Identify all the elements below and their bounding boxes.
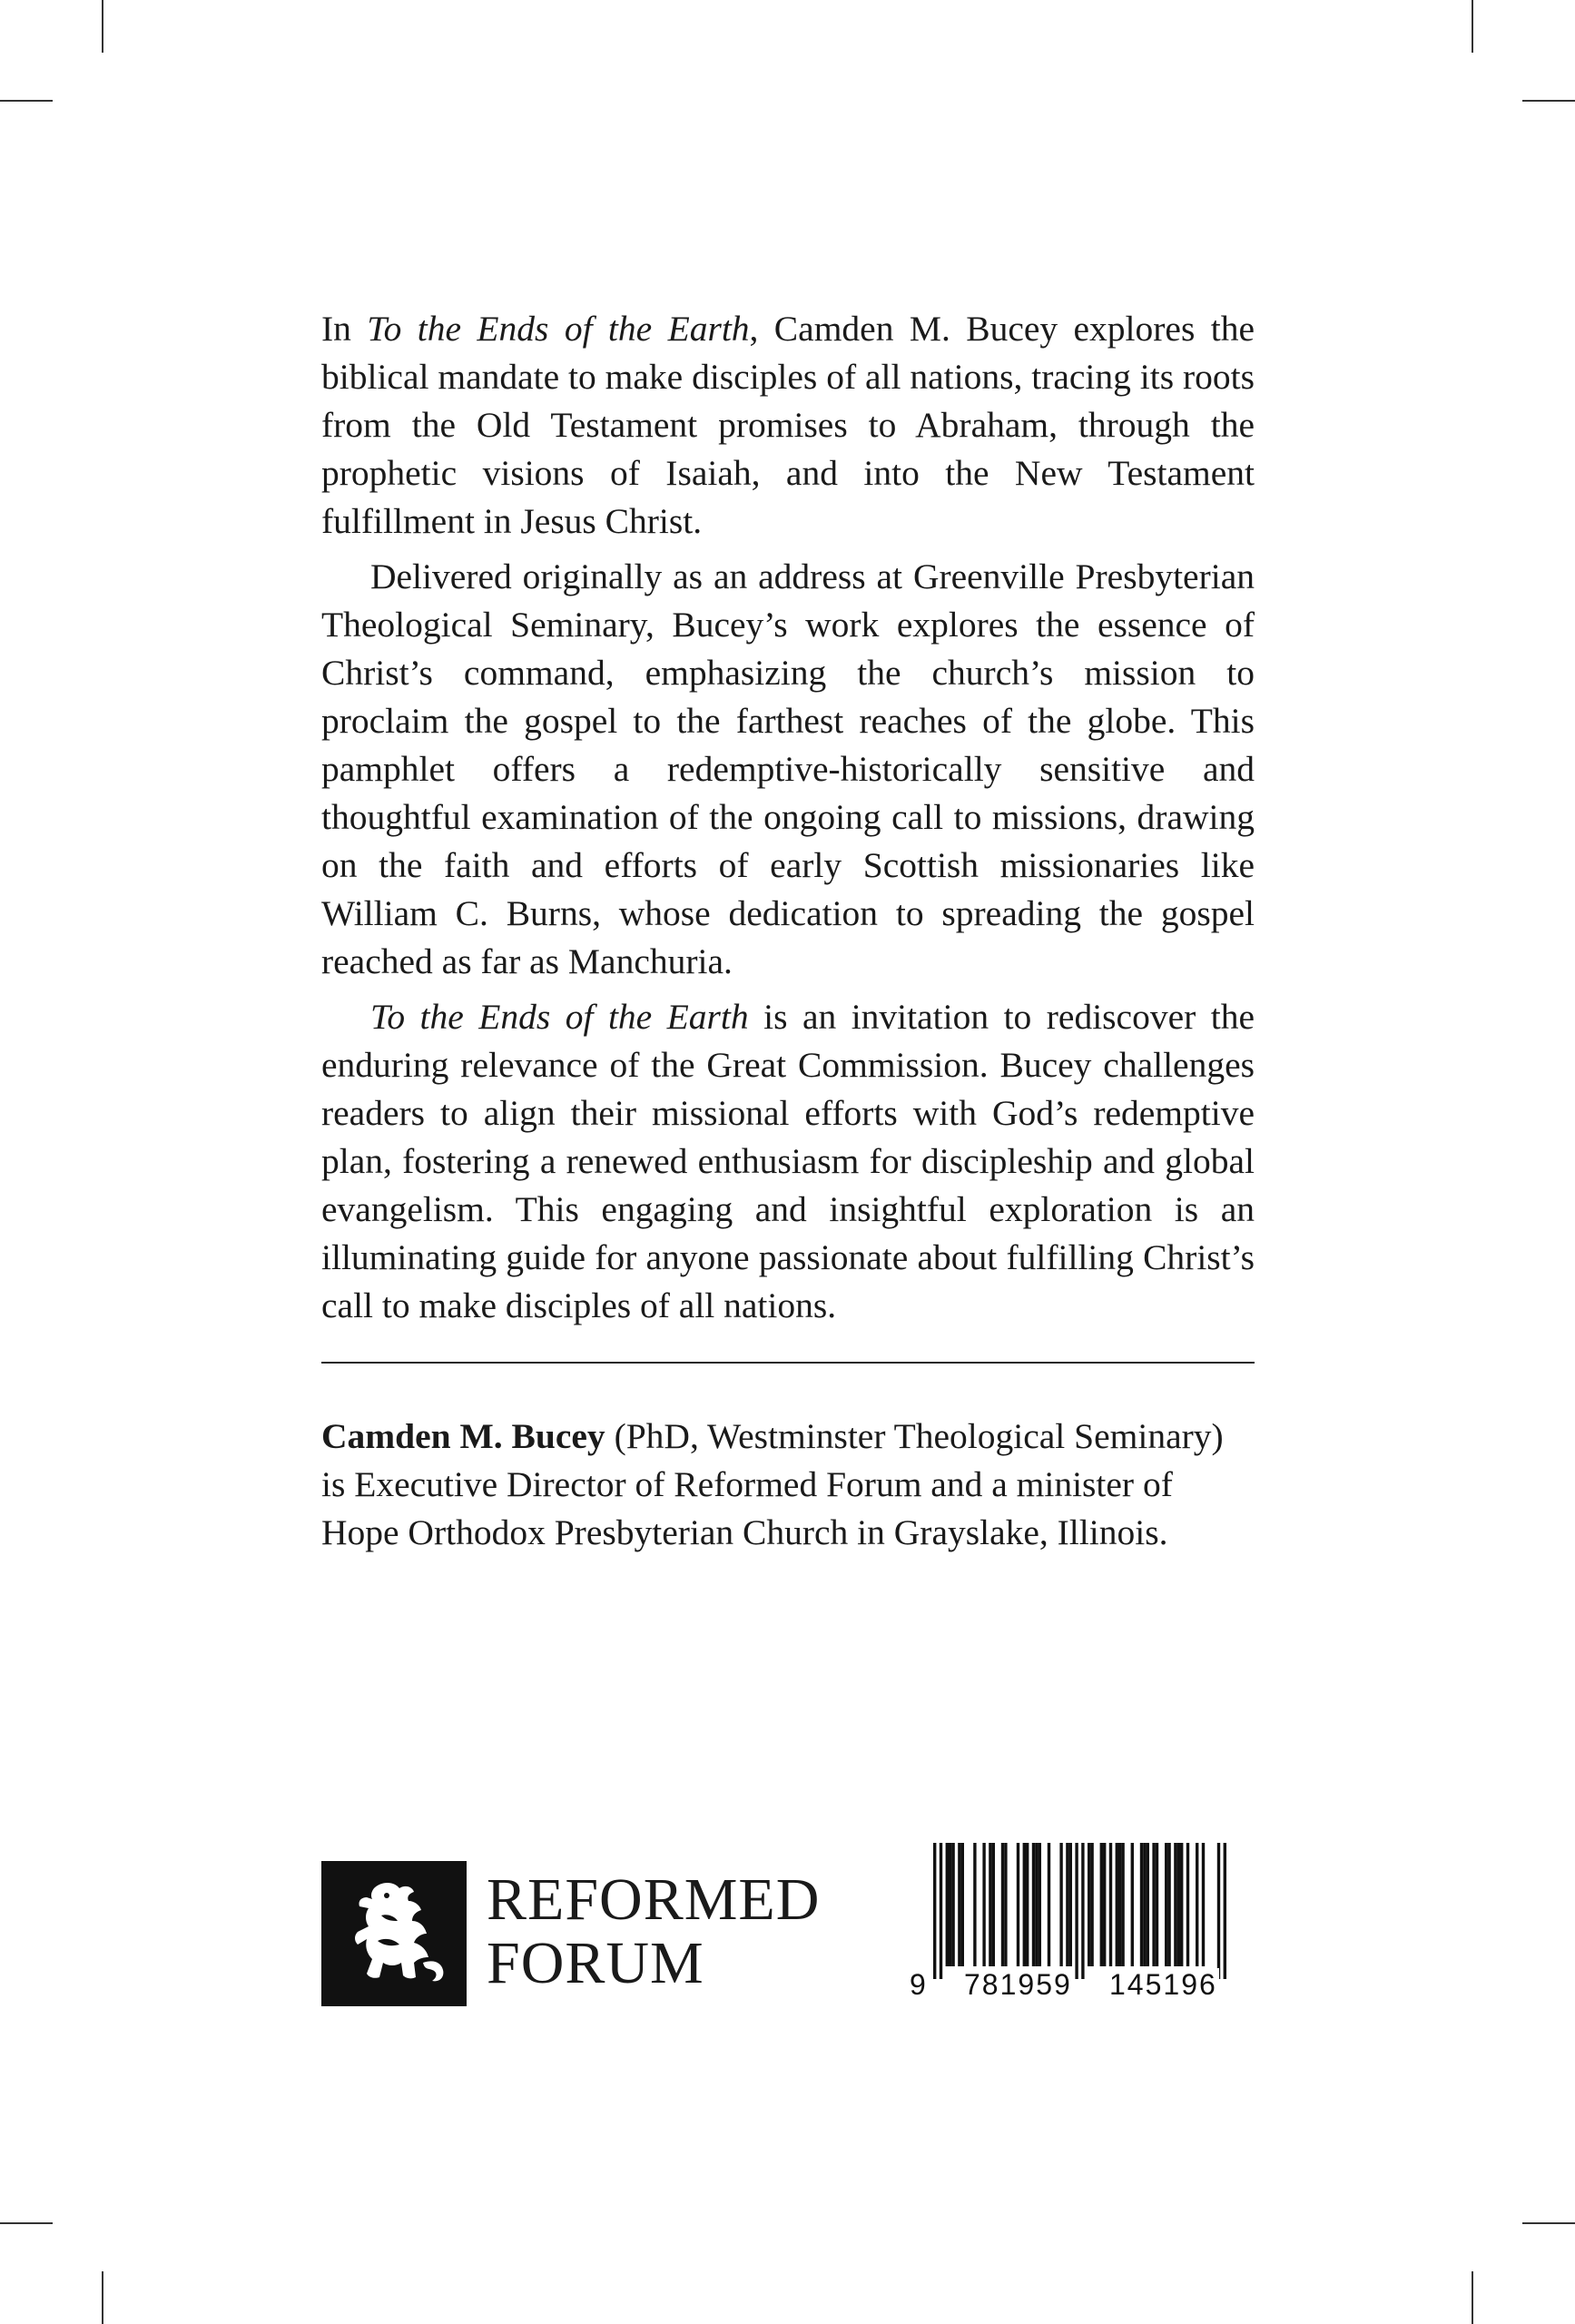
paragraph-1-text: , Camden M. Bucey explores the biblical mandate to make disciples of all nations, tracing its roots from the Old Testament promises to Abraham, through the prophetic visions of Isaiah, and into the New Testament fulfillment in Jesus Christ. xyxy=(321,309,1255,541)
book-title-italic: To the Ends of the Earth xyxy=(367,309,750,349)
publisher-name-line-1: REFORMED xyxy=(487,1866,821,1933)
barcode-bar xyxy=(951,1843,954,1966)
barcode-bar xyxy=(1140,1843,1143,1966)
barcode-bar xyxy=(1196,1843,1198,1966)
barcode-bar xyxy=(1004,1843,1007,1966)
publisher-logo xyxy=(321,1861,821,2006)
barcode-bar xyxy=(1131,1843,1134,1966)
author-bio-text: (PhD, Westminster Theological Seminary) is Executive Director of Reformed Forum and a minister of Hope Orthodox Presbyterian Church in Grayslake, Illinois. xyxy=(321,1416,1224,1552)
crop-mark-top-left-vertical xyxy=(102,0,103,53)
description-paragraph-1 xyxy=(321,305,1255,546)
crop-mark-bottom-left-vertical xyxy=(102,2271,103,2324)
barcode-bar xyxy=(1081,1843,1084,1979)
barcode-bar xyxy=(1109,1843,1112,1966)
author-bio xyxy=(321,1413,1255,1557)
barcode-bar xyxy=(1156,1843,1158,1966)
barcode-bar xyxy=(1165,1843,1167,1966)
crop-mark-bottom-right-vertical xyxy=(1472,2271,1473,2324)
barcode-bar xyxy=(1180,1843,1183,1966)
barcode-bar xyxy=(958,1843,960,1966)
barcode-bar xyxy=(1066,1843,1068,1966)
barcode-bar xyxy=(1167,1843,1170,1966)
barcode-bar xyxy=(1118,1843,1121,1966)
barcode-bar xyxy=(933,1843,936,1979)
lion-rampant-icon xyxy=(321,1861,467,2006)
barcode-bar xyxy=(1059,1843,1062,1966)
barcode-bar xyxy=(1001,1843,1004,1966)
barcode-bar xyxy=(946,1843,949,1966)
crop-mark-bottom-left-horizontal xyxy=(0,2222,53,2224)
barcode-bar xyxy=(1147,1843,1149,1966)
barcode-bar xyxy=(982,1843,985,1966)
barcode-bar xyxy=(1202,1843,1205,1966)
crop-mark-top-right-vertical xyxy=(1472,0,1473,53)
section-divider xyxy=(321,1362,1255,1364)
barcode-bar xyxy=(1100,1843,1103,1966)
barcode-bar xyxy=(1152,1843,1155,1966)
barcode-bar xyxy=(1143,1843,1146,1966)
barcode-bar xyxy=(1186,1843,1189,1966)
barcode-bar xyxy=(1023,1843,1026,1966)
publisher-name-line-2: FORUM xyxy=(487,1930,704,1996)
crop-mark-top-left-horizontal xyxy=(0,100,53,102)
paragraph-3-text: is an invitation to rediscover the enduring relevance of the Great Commission. Bucey challenges readers to align their missional efforts with God’s redemptive plan, fostering a renewed enthusiasm for discipleship and global evangelism. This engaging and insightful exploration is an illuminating guide for anyone passionate about fulfilling Christ’s call to make disciples of all nations. xyxy=(321,997,1255,1325)
barcode-digits-right: 145196 xyxy=(1109,1968,1217,2001)
barcode-bar xyxy=(1103,1843,1106,1966)
barcode-bar xyxy=(989,1843,991,1966)
barcode-bar xyxy=(940,1843,942,1979)
barcode-bar xyxy=(1039,1843,1041,1966)
barcode-bar xyxy=(1090,1843,1093,1966)
barcode-bar xyxy=(1174,1843,1176,1966)
book-title-italic: To the Ends of the Earth xyxy=(370,997,749,1037)
barcode-bar xyxy=(1048,1843,1050,1966)
publisher-wordmark xyxy=(487,1868,820,1995)
barcode-bar xyxy=(992,1843,995,1966)
barcode-bar xyxy=(973,1843,976,1966)
barcode-bars xyxy=(908,1843,1257,1979)
barcode-bar xyxy=(1032,1843,1035,1966)
author-name: Camden M. Bucey xyxy=(321,1416,605,1456)
description-paragraph-2: Delivered originally as an address at Greenville Presbyterian Theological Seminary, Bucey’s work explores the essence of Christ’s command, emphasizing the church’s mission to proclaim the gospel to the farthest reaches of the globe. This pamphlet offers a redemptive-historically sensitive and thoughtful examination of the ongoing call to missions, drawing on the faith and efforts of early Scottish missionaries like William C. Burns, whose dedication to spreading the gospel reached as far as Manchuria. xyxy=(321,556,1255,981)
barcode-bar xyxy=(1088,1843,1090,1966)
paragraph-1-lead: In xyxy=(321,309,368,349)
barcode-bar xyxy=(1116,1843,1118,1966)
barcode-bar xyxy=(949,1843,951,1966)
crop-mark-top-right-horizontal xyxy=(1522,100,1575,102)
crop-mark-bottom-right-horizontal xyxy=(1522,2222,1575,2224)
barcode-bar xyxy=(1035,1843,1038,1966)
barcode-bar xyxy=(1026,1843,1029,1966)
description-paragraph-3 xyxy=(321,993,1255,1330)
barcode-bar xyxy=(961,1843,964,1966)
barcode-bar xyxy=(1075,1843,1078,1979)
barcode-bar xyxy=(1017,1843,1019,1966)
book-description xyxy=(321,305,1255,1337)
barcode-digits-left: 781959 xyxy=(964,1968,1072,2001)
isbn-barcode xyxy=(908,1843,1257,2006)
barcode-bar xyxy=(1224,1843,1226,1979)
barcode-bar xyxy=(1177,1843,1180,1966)
barcode-bar xyxy=(1069,1843,1072,1966)
barcode-digits xyxy=(908,1968,1257,2004)
barcode-digit-lead: 9 xyxy=(910,1968,926,2001)
barcode-bar xyxy=(1217,1843,1220,1979)
barcode-bar xyxy=(1121,1843,1124,1966)
